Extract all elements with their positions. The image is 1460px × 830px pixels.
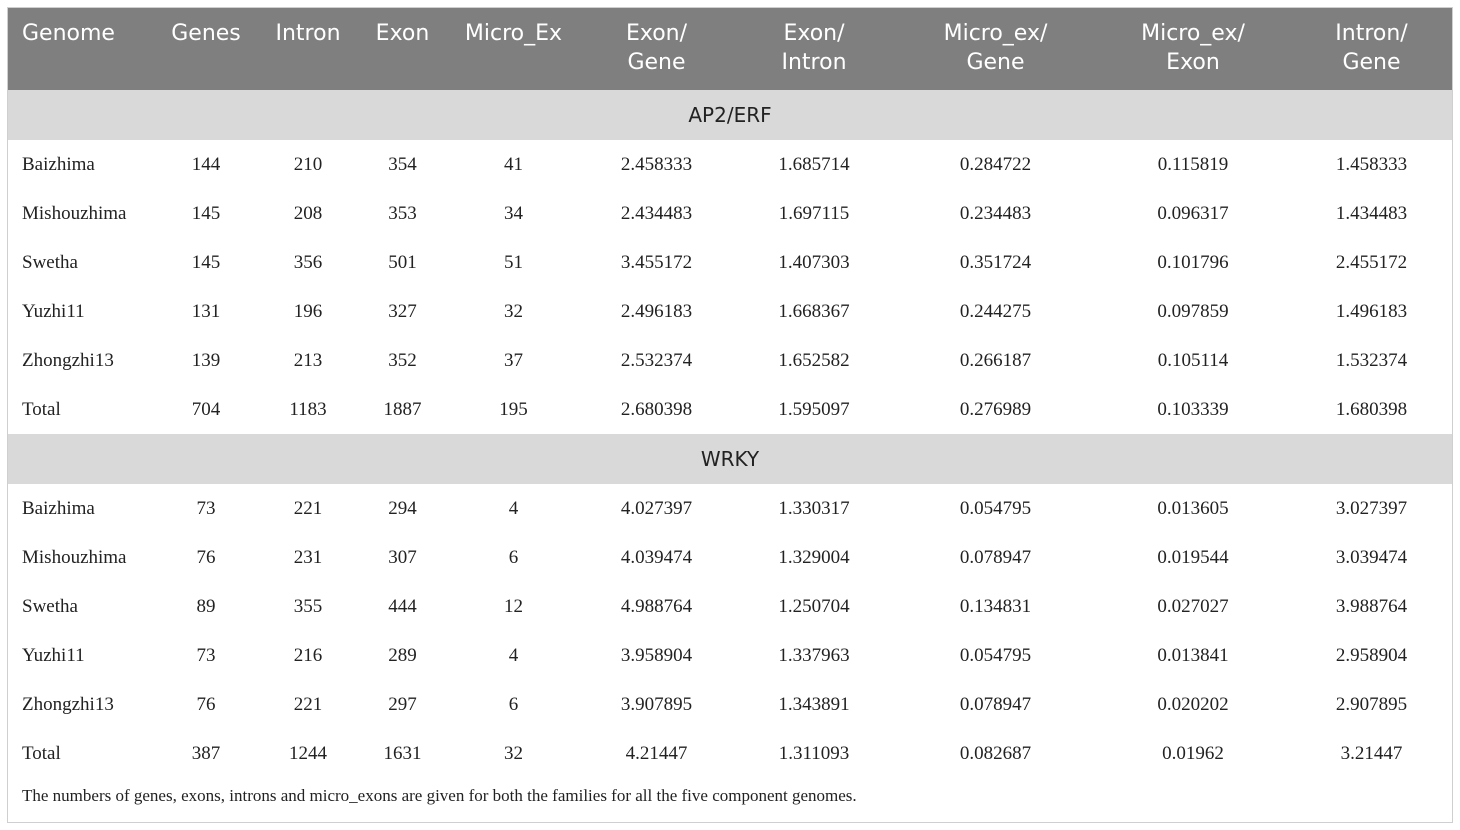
value-cell: 0.027027 xyxy=(1157,595,1229,617)
value-cell: 76 xyxy=(196,693,216,715)
value-cell: 0.097859 xyxy=(1157,300,1229,322)
value-cell: 4 xyxy=(508,644,519,666)
value-cell: 51 xyxy=(504,251,523,273)
value-cell: 1.337963 xyxy=(778,644,850,666)
value-cell: 0.020202 xyxy=(1157,693,1229,715)
header-exon: Exon xyxy=(375,21,430,46)
value-cell: 139 xyxy=(191,349,221,371)
data-table xyxy=(8,8,1452,818)
group-header-row xyxy=(8,434,1452,484)
value-cell: 444 xyxy=(388,595,417,617)
value-cell: 4.039474 xyxy=(620,546,693,568)
value-cell: 0.078947 xyxy=(959,693,1032,715)
header-exon-per-intron: Exon/ Intron xyxy=(781,21,847,75)
table-row xyxy=(8,484,1452,533)
value-cell: 195 xyxy=(499,398,528,420)
genome-cell: Mishouzhima xyxy=(22,202,127,224)
value-cell: 0.01962 xyxy=(1162,742,1224,764)
value-cell: 4.21447 xyxy=(625,742,688,764)
value-cell: 0.082687 xyxy=(959,742,1032,764)
table-row xyxy=(8,189,1452,238)
value-cell: 1631 xyxy=(383,742,422,764)
table-row xyxy=(8,680,1452,729)
header-exon-per-gene: Exon/ Gene xyxy=(625,21,688,75)
value-cell: 1183 xyxy=(289,398,327,420)
value-cell: 145 xyxy=(191,202,221,224)
value-cell: 231 xyxy=(293,546,323,568)
value-cell: 2.496183 xyxy=(620,300,693,322)
value-cell: 89 xyxy=(196,595,216,617)
header-row xyxy=(8,8,1452,90)
value-cell: 0.284722 xyxy=(959,153,1032,175)
header-micro-ex-per-gene: Micro_ex/ Gene xyxy=(943,21,1048,75)
value-cell: 1.496183 xyxy=(1335,300,1408,322)
value-cell: 3.988764 xyxy=(1335,595,1408,617)
table-row xyxy=(8,238,1452,287)
value-cell: 0.101796 xyxy=(1157,251,1229,273)
value-cell: 2.455172 xyxy=(1335,251,1408,273)
value-cell: 0.266187 xyxy=(959,349,1032,371)
value-cell: 32 xyxy=(504,742,523,764)
value-cell: 387 xyxy=(191,742,221,764)
value-cell: 196 xyxy=(293,300,323,322)
value-cell: 1.595097 xyxy=(778,398,850,420)
value-cell: 73 xyxy=(196,644,216,666)
value-cell: 41 xyxy=(504,153,523,175)
value-cell: 210 xyxy=(293,153,323,175)
genome-cell: Yuzhi11 xyxy=(22,644,85,666)
value-cell: 1.697115 xyxy=(778,202,850,224)
value-cell: 4 xyxy=(508,497,519,519)
value-cell: 4.027397 xyxy=(620,497,693,519)
value-cell: 327 xyxy=(388,300,417,322)
footnote: The numbers of genes, exons, introns and micro_exons are given for both the families for all the five component genomes. xyxy=(22,786,857,805)
value-cell: 2.434483 xyxy=(620,202,693,224)
genome-cell: Swetha xyxy=(22,595,78,617)
value-cell: 354 xyxy=(388,153,417,175)
value-cell: 0.019544 xyxy=(1157,546,1229,568)
genome-cell: Swetha xyxy=(22,251,78,273)
value-cell: 1.311093 xyxy=(778,742,850,764)
header-intron: Intron xyxy=(275,21,341,46)
header-micro-ex: Micro_Ex xyxy=(464,21,563,46)
value-cell: 0.351724 xyxy=(959,251,1032,273)
value-cell: 289 xyxy=(388,644,417,666)
value-cell: 1.434483 xyxy=(1335,202,1408,224)
value-cell: 353 xyxy=(388,202,417,224)
group-title: AP2/ERF xyxy=(688,103,772,127)
value-cell: 32 xyxy=(504,300,523,322)
value-cell: 76 xyxy=(196,546,216,568)
value-cell: 1887 xyxy=(383,398,422,420)
value-cell: 0.096317 xyxy=(1157,202,1229,224)
value-cell: 1244 xyxy=(289,742,327,764)
genome-cell: Mishouzhima xyxy=(22,546,127,568)
value-cell: 3.039474 xyxy=(1335,546,1408,568)
value-cell: 3.958904 xyxy=(620,644,693,666)
value-cell: 34 xyxy=(504,202,523,224)
value-cell: 0.234483 xyxy=(959,202,1032,224)
value-cell: 208 xyxy=(293,202,323,224)
value-cell: 356 xyxy=(293,251,323,273)
table-row xyxy=(8,582,1452,631)
table-row xyxy=(8,336,1452,385)
header-genes: Genes xyxy=(171,21,241,46)
header-genome: Genome xyxy=(22,21,115,46)
value-cell: 0.103339 xyxy=(1157,398,1229,420)
value-cell: 1.407303 xyxy=(778,251,850,273)
value-cell: 294 xyxy=(388,497,417,519)
value-cell: 4.988764 xyxy=(620,595,693,617)
value-cell: 352 xyxy=(388,349,417,371)
value-cell: 1.668367 xyxy=(778,300,850,322)
value-cell: 297 xyxy=(388,693,417,715)
genome-cell: Total xyxy=(22,398,61,420)
table-row xyxy=(8,140,1452,189)
value-cell: 1.652582 xyxy=(778,349,850,371)
value-cell: 704 xyxy=(191,398,221,420)
value-cell: 2.532374 xyxy=(620,349,693,371)
value-cell: 12 xyxy=(504,595,523,617)
value-cell: 6 xyxy=(508,546,519,568)
value-cell: 3.907895 xyxy=(620,693,693,715)
value-cell: 1.250704 xyxy=(778,595,850,617)
genome-cell: Baizhima xyxy=(22,497,95,519)
value-cell: 3.455172 xyxy=(620,251,693,273)
value-cell: 0.276989 xyxy=(959,398,1032,420)
value-cell: 1.458333 xyxy=(1335,153,1408,175)
table-row xyxy=(8,729,1452,778)
value-cell: 1.329004 xyxy=(778,546,850,568)
value-cell: 0.013605 xyxy=(1157,497,1229,519)
genome-cell: Total xyxy=(22,742,61,764)
genome-cell: Baizhima xyxy=(22,153,95,175)
value-cell: 2.907895 xyxy=(1335,693,1408,715)
value-cell: 0.013841 xyxy=(1157,644,1229,666)
value-cell: 0.105114 xyxy=(1157,349,1229,371)
value-cell: 131 xyxy=(191,300,221,322)
value-cell: 221 xyxy=(293,693,323,715)
group-header-row xyxy=(8,90,1452,140)
value-cell: 221 xyxy=(293,497,323,519)
value-cell: 1.532374 xyxy=(1335,349,1408,371)
value-cell: 213 xyxy=(293,349,323,371)
genome-cell: Yuzhi11 xyxy=(22,300,85,322)
value-cell: 0.115819 xyxy=(1157,153,1229,175)
table-body xyxy=(8,90,1452,778)
value-cell: 0.244275 xyxy=(959,300,1032,322)
value-cell: 501 xyxy=(388,251,417,273)
value-cell: 2.680398 xyxy=(620,398,693,420)
value-cell: 144 xyxy=(191,153,221,175)
footnote-row xyxy=(8,778,1452,818)
table-header xyxy=(8,8,1452,90)
table-row xyxy=(8,533,1452,582)
header-intron-per-gene: Intron/ Gene xyxy=(1335,21,1408,75)
table-row xyxy=(8,287,1452,336)
table-row xyxy=(8,631,1452,680)
value-cell: 216 xyxy=(293,644,323,666)
value-cell: 0.054795 xyxy=(959,644,1032,666)
value-cell: 2.958904 xyxy=(1335,644,1408,666)
genome-cell: Zhongzhi13 xyxy=(22,349,114,371)
group-title: WRKY xyxy=(700,447,760,471)
value-cell: 3.21447 xyxy=(1340,742,1403,764)
value-cell: 1.680398 xyxy=(1335,398,1408,420)
value-cell: 0.134831 xyxy=(959,595,1032,617)
table-row xyxy=(8,385,1452,434)
value-cell: 355 xyxy=(293,595,323,617)
value-cell: 1.330317 xyxy=(778,497,850,519)
table-frame xyxy=(7,7,1453,823)
value-cell: 0.054795 xyxy=(959,497,1032,519)
value-cell: 73 xyxy=(196,497,216,519)
value-cell: 1.343891 xyxy=(778,693,850,715)
value-cell: 1.685714 xyxy=(778,153,850,175)
value-cell: 37 xyxy=(504,349,523,371)
value-cell: 0.078947 xyxy=(959,546,1032,568)
genome-cell: Zhongzhi13 xyxy=(22,693,114,715)
value-cell: 3.027397 xyxy=(1335,497,1408,519)
value-cell: 145 xyxy=(191,251,221,273)
value-cell: 307 xyxy=(388,546,417,568)
value-cell: 6 xyxy=(508,693,519,715)
value-cell: 2.458333 xyxy=(620,153,693,175)
header-micro-ex-per-exon: Micro_ex/ Exon xyxy=(1141,21,1245,75)
